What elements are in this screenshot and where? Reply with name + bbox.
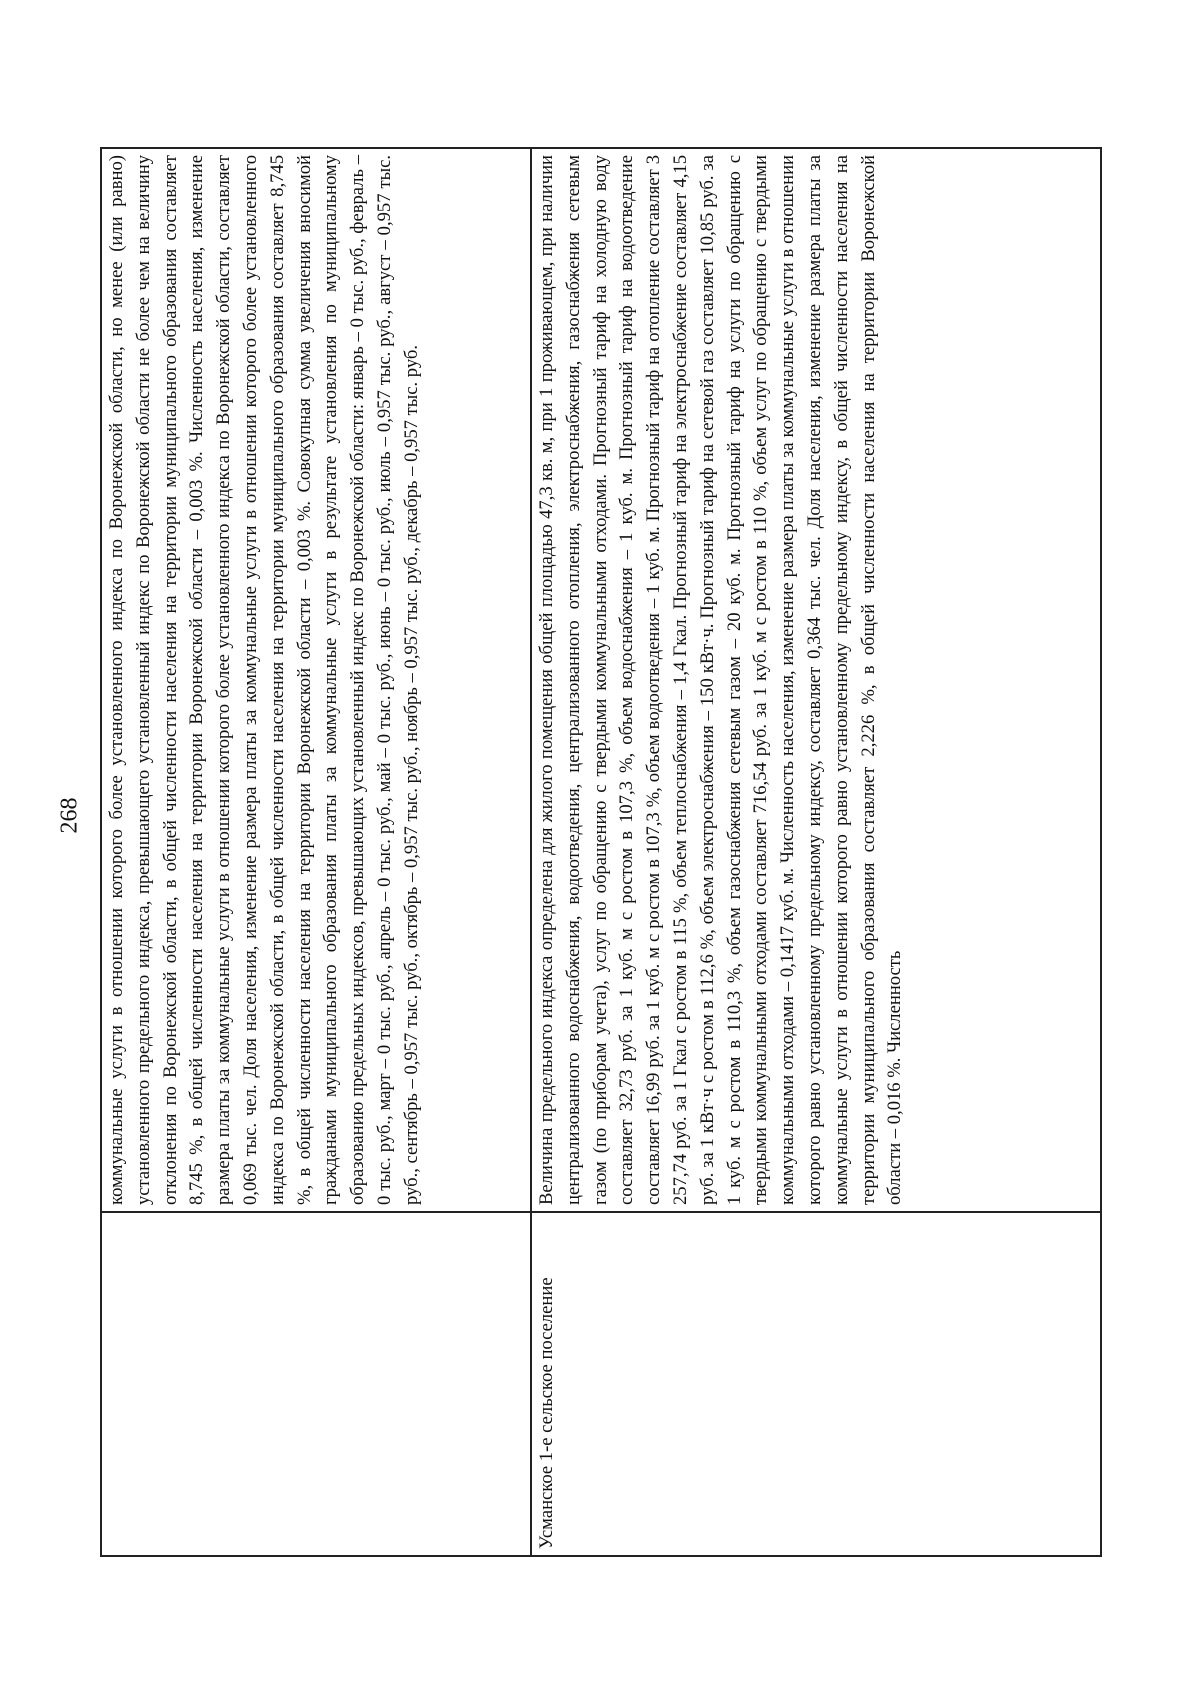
municipality-name-cell	[101, 1212, 531, 1556]
rotated-table-container	[100, 147, 1100, 1557]
municipality-name-cell: Усманское 1-е сельское поселение	[531, 1212, 1101, 1556]
table-row	[101, 148, 531, 1556]
description-cell: Величина предельного индекса определена для жилого помещения общей площадью 47,3 кв. м, при 1 проживающем, при наличии централизованного водоснабжения, водоотведения, централизованного отопления, электроснабжения, газоснабжения сетевым газом (по приборам учета), услуг по обращению с твердыми коммунальными отходами. Прогнозный тариф на холодную воду составляет 32,73 руб. за 1 куб. м с ростом в 107,3 %, объем водоснабжения – 1 куб. м. Прогнозный тариф на водоотведение составляет 16,99 руб. за 1 куб. м с ростом в 107,3 %, объем водоотведения – 1 куб. м. Прогнозный тариф на отопление составляет 3 257,74 руб. за 1 Гкал с ростом в 115 %, объем теплоснабжения – 1,4 Гкал. Прогнозный тариф на электроснабжение составляет 4,15 руб. за 1 кВт·ч с ростом в 112,6 %, объем электроснабжения – 150 кВт·ч. Прогнозный тариф на сетевой газ составляет 10,85 руб. за 1 куб. м с ростом в 110,3 %, объем газоснабжения сетевым газом – 20 куб. м. Прогнозный тариф на услуги по обращению с твердыми коммунальными отходами составляет 716,54 руб. за 1 куб. м с ростом в 110 %, объем услуг по обращению с твердыми коммунальными отходами – 0,1417 куб. м. Численность населения, изменение размера платы за коммунальные услуги в отношении которого равно установленному предельному индексу, составляет 0,364 тыс. чел. Доля населения, изменение размера платы за коммунальные услуги в отношении которого равно установленному предельному индексу, в общей численности населения на территории муниципального образования составляет 2,226 %, в общей численности населения на территории Воронежской области – 0,016 %. Численность	[531, 148, 1101, 1212]
data-table	[100, 147, 1102, 1557]
description-cell: коммунальные услуги в отношении которого более установленного индекса по Воронежской области, но менее (или равно) установленного предельного индекса, превышающего установленный индекс по Воронежской области не более чем на величину отклонения по Воронежской области, в общей численности населения на территории муниципального образования составляет 8,745 %, в общей численности населения на территории Воронежской области – 0,003 %. Численность населения, изменение размера платы за коммунальные услуги в отношении которого более установленного индекса по Воронежской области, составляет 0,069 тыс. чел. Доля населения, изменение размера платы за коммунальные услуги в отношении которого более установленного индекса по Воронежской области, в общей численности населения на территории муниципального образования составляет 8,745 %, в общей численности населения на территории Воронежской области – 0,003 %. Совокупная сумма увеличения вносимой гражданами муниципального образования платы за коммунальные услуги в результате установления по муниципальному образованию предельных индексов, превышающих установленный индекс по Воронежской области: январь – 0 тыс. руб., февраль – 0 тыс. руб., март – 0 тыс. руб., апрель – 0 тыс. руб., май – 0 тыс. руб., июнь – 0 тыс. руб., июль – 0,957 тыс. руб., август – 0,957 тыс. руб., сентябрь – 0,957 тыс. руб., октябрь – 0,957 тыс. руб., ноябрь – 0,957 тыс. руб., декабрь – 0,957 тыс. руб.	[101, 148, 531, 1212]
table-row	[531, 148, 1101, 1556]
page-number: 268	[56, 797, 83, 834]
